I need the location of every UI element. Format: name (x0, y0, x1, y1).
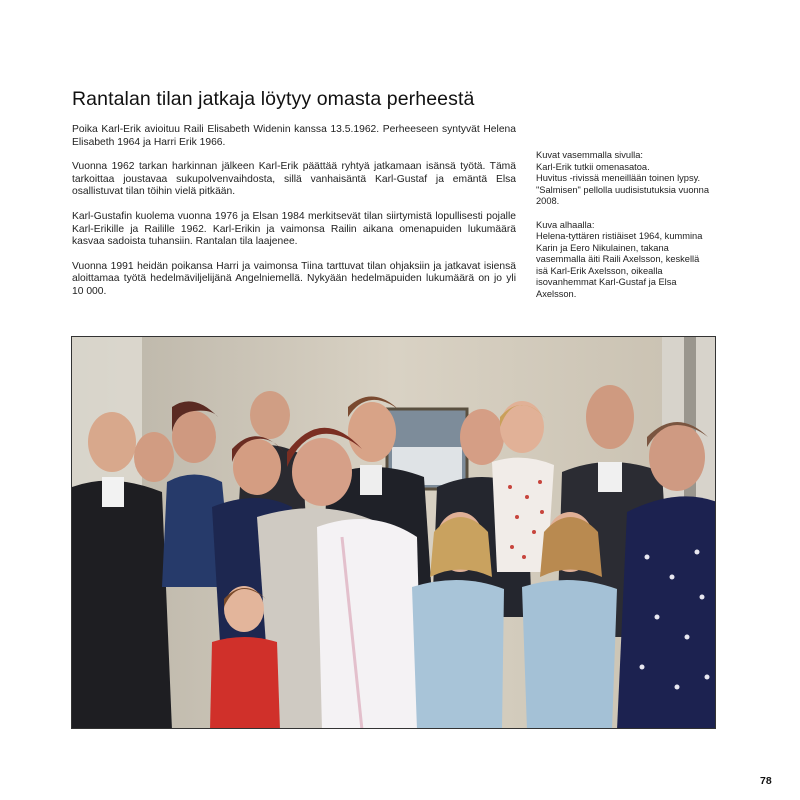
caption-line: isä Karl-Erik Axelsson, oikealla (536, 265, 663, 276)
caption-line: isovanhemmat Karl-Gustaf ja Elsa (536, 277, 677, 287)
caption-line: Huvitus -rivissä meneillään toinen lypsy. (536, 173, 701, 183)
caption-line: vasemmalla äiti Raili Axelsson, keskellä (536, 254, 700, 264)
caption-line: "Salmisen" pellolla uudisistutuksia vuonna (536, 184, 710, 195)
paragraph: Karl-Gustafin kuolema vuonna 1976 ja Elsan 1984 merkitsevät tilan siirtymistä lopullisesti pojalle Karl-Erikille ja Railille 1962. Karl-Erikin ja vaimonsa Railin aikana omenapuiden lukumäärä kasvaa sadoista tuhansiin. Rantalan tila laajenee. (72, 210, 516, 248)
caption-below (536, 220, 722, 301)
caption-line: Kuva alhaalla: (536, 219, 595, 230)
photo-illustration (72, 337, 716, 729)
paragraph: Vuonna 1991 heidän poikansa Harri ja vaimonsa Tiina tarttuvat tilan ohjaksiin ja jatkavat isiensä aloittamaa työtä hedelmäviljelijänä Angelniemellä. Nykyään hedelmäpuiden lukumäärä on jo yli 10 000. (72, 260, 516, 297)
caption-line: Karin ja Eero Nikulainen, takana (536, 242, 669, 253)
paragraph: Poika Karl-Erik avioituu Raili Elisabeth Widenin kanssa 13.5.1962. Perheeseen syntyvät Helena Elisabeth 1964 ja Harri Erik 1966. (72, 124, 516, 148)
page-number: 78 (760, 775, 772, 787)
article-title: Rantalan tilan jatkaja löytyy omasta perheestä (72, 88, 475, 110)
caption-line: Helena-tyttären ristiäiset 1964, kummina (536, 231, 703, 241)
article-body (72, 124, 516, 311)
photo-captions (536, 150, 722, 312)
caption-line: Karl-Erik tutkii omenasatoa. (536, 161, 650, 172)
family-christening-photo (71, 336, 716, 729)
caption-left-page (536, 150, 722, 208)
caption-line: 2008. (536, 196, 560, 206)
paragraph: Vuonna 1962 tarkan harkinnan jälkeen Karl-Erik päättää ryhtyä jatkamaan isänsä työtä. Tämä tarkoittaa joustavaa sukupolvenvaihdosta, sillä vanhaisäntä Karl-Gustaf ja emäntä Elsa osallistuvat tilan töihin vielä pitkään. (72, 161, 516, 198)
caption-line: Axelsson. (536, 288, 577, 299)
caption-line: Kuvat vasemmalla sivulla: (536, 150, 643, 160)
